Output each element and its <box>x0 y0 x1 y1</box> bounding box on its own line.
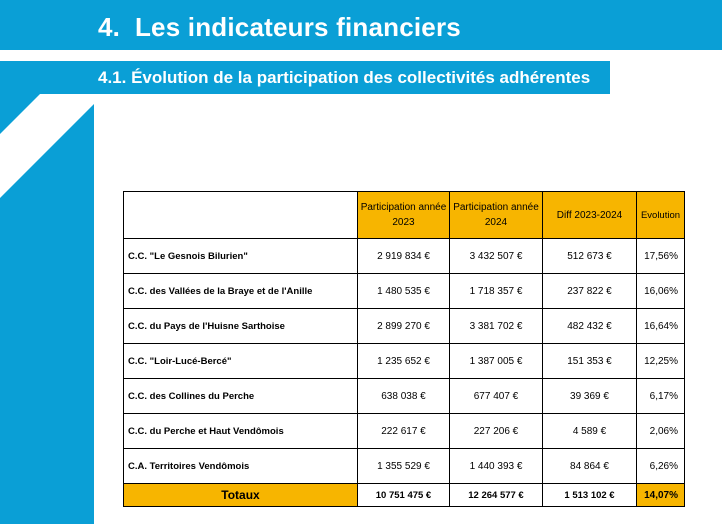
totals-evolution: 14,07% <box>637 484 685 507</box>
row-p2023: 2 899 270 € <box>358 309 450 344</box>
row-diff: 151 353 € <box>543 344 637 379</box>
row-evolution: 12,25% <box>637 344 685 379</box>
row-p2024: 1 718 357 € <box>450 274 543 309</box>
table-row <box>124 239 685 274</box>
row-name: C.A. Territoires Vendômois <box>124 449 358 484</box>
row-evolution: 2,06% <box>637 414 685 449</box>
row-p2023: 638 038 € <box>358 379 450 414</box>
table-row <box>124 344 685 379</box>
section-title-band <box>0 0 722 50</box>
subsection-title-band <box>0 61 610 94</box>
row-diff: 482 432 € <box>543 309 637 344</box>
row-diff: 4 589 € <box>543 414 637 449</box>
table-row <box>124 379 685 414</box>
row-p2023: 1 235 652 € <box>358 344 450 379</box>
row-p2024: 3 381 702 € <box>450 309 543 344</box>
row-p2023: 1 355 529 € <box>358 449 450 484</box>
row-evolution: 16,06% <box>637 274 685 309</box>
row-name: C.C. du Pays de l'Huisne Sarthoise <box>124 309 358 344</box>
header-participation-2024: Participation année 2024 <box>450 192 543 239</box>
row-p2023: 1 480 535 € <box>358 274 450 309</box>
table-row <box>124 414 685 449</box>
totals-row <box>124 484 685 507</box>
subsection-title: 4.1. Évolution de la participation des collectivités adhérentes <box>98 68 591 87</box>
header-participation-2023: Participation année 2023 <box>358 192 450 239</box>
row-evolution: 6,17% <box>637 379 685 414</box>
header-diff: Diff 2023-2024 <box>543 192 637 239</box>
row-name: C.C. des Collines du Perche <box>124 379 358 414</box>
row-name: C.C. des Vallées de la Braye et de l'Anille <box>124 274 358 309</box>
row-diff: 237 822 € <box>543 274 637 309</box>
totals-label: Totaux <box>124 484 358 507</box>
row-p2024: 227 206 € <box>450 414 543 449</box>
totals-diff: 1 513 102 € <box>543 484 637 507</box>
section-title <box>98 12 461 43</box>
row-evolution: 6,26% <box>637 449 685 484</box>
row-p2024: 1 440 393 € <box>450 449 543 484</box>
row-diff: 512 673 € <box>543 239 637 274</box>
row-p2024: 677 407 € <box>450 379 543 414</box>
row-p2023: 222 617 € <box>358 414 450 449</box>
row-diff: 39 369 € <box>543 379 637 414</box>
section-number: 4. <box>98 12 121 42</box>
table-header-row <box>124 192 685 239</box>
table-row <box>124 309 685 344</box>
table-row <box>124 274 685 309</box>
row-evolution: 17,56% <box>637 239 685 274</box>
row-name: C.C. du Perche et Haut Vendômois <box>124 414 358 449</box>
header-evolution: Evolution <box>637 192 685 239</box>
participation-table <box>123 191 685 507</box>
row-diff: 84 864 € <box>543 449 637 484</box>
header-corner <box>124 192 358 239</box>
row-name: C.C. "Loir-Lucé-Bercé" <box>124 344 358 379</box>
totals-p2024: 12 264 577 € <box>450 484 543 507</box>
row-p2023: 2 919 834 € <box>358 239 450 274</box>
totals-p2023: 10 751 475 € <box>358 484 450 507</box>
table-row <box>124 449 685 484</box>
row-p2024: 1 387 005 € <box>450 344 543 379</box>
section-title-text: Les indicateurs financiers <box>134 12 461 42</box>
row-p2024: 3 432 507 € <box>450 239 543 274</box>
row-evolution: 16,64% <box>637 309 685 344</box>
row-name: C.C. "Le Gesnois Bilurien" <box>124 239 358 274</box>
